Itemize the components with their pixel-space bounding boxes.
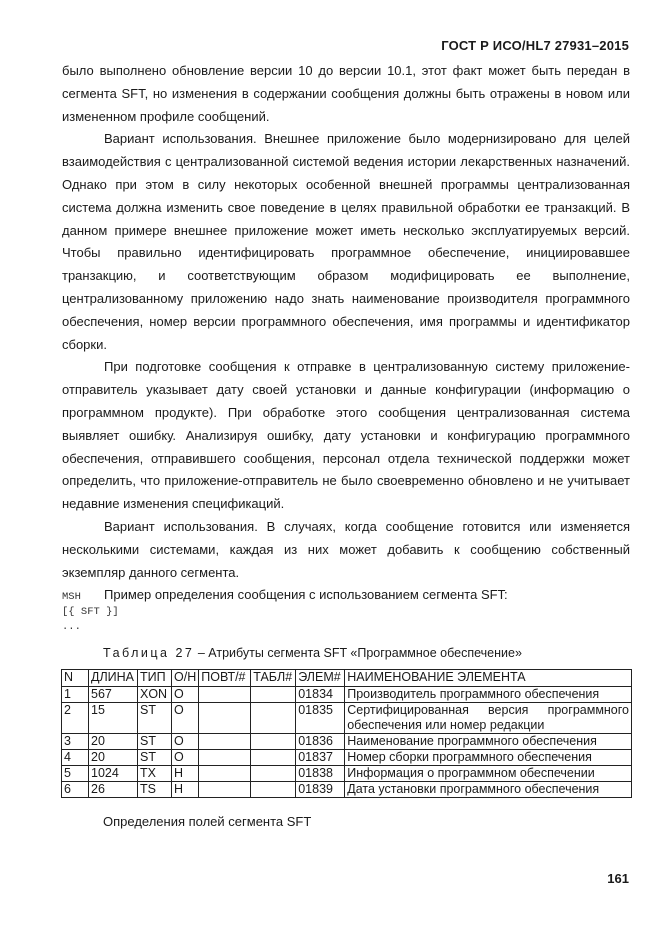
table-cell xyxy=(251,766,296,782)
table-cell xyxy=(199,782,251,798)
table-cell xyxy=(199,766,251,782)
table-cell: Информация о программном обеспечении xyxy=(345,766,632,782)
code-line: MSH xyxy=(62,591,81,603)
table-cell: 3 xyxy=(62,734,89,750)
paragraph-3: При подготовке сообщения к отправке в централизованную систему приложение-отправитель указывает дату своей установки и данные конфигурации (информацию о программном продукте). При обработке этого сообщения централизованная система выявляет ошибку. Анализируя ошибку, дату установки и конфигурацию программного обеспечения, отправившего сообщения, персонал отдела технической поддержки может определить, что приложение-отправитель не было своевременно обновлено и не учитывает недавние изменения спецификаций. xyxy=(62,359,630,512)
table-cell xyxy=(199,750,251,766)
table-cell: 26 xyxy=(89,782,138,798)
table-cell: Производитель программного обеспечения xyxy=(345,687,632,703)
table-cell: 4 xyxy=(62,750,89,766)
table-cell: 20 xyxy=(89,750,138,766)
table-cell: TS xyxy=(138,782,172,798)
table-row xyxy=(62,782,632,798)
table-cell: 20 xyxy=(89,734,138,750)
body-text xyxy=(62,60,630,607)
table-header-row xyxy=(62,670,632,687)
paragraph-4: Вариант использования. В случаях, когда сообщение готовится или изменяется несколькими системами, каждая из них может добавить к сообщению собственный экземпляр данного сегмента. xyxy=(62,518,630,580)
table-cell: 01835 xyxy=(296,703,345,734)
table-cell: 01838 xyxy=(296,766,345,782)
document-header: ГОСТ Р ИСО/HL7 27931–2015 xyxy=(441,38,629,53)
table-cell: 15 xyxy=(89,703,138,734)
table-cell xyxy=(199,734,251,750)
table-cell: 01836 xyxy=(296,734,345,750)
code-line: ... xyxy=(62,621,81,633)
table-cell xyxy=(251,750,296,766)
column-header: ЭЛЕМ# xyxy=(296,670,345,687)
table-caption-text: – Атрибуты сегмента SFT «Программное обеспечение» xyxy=(194,646,522,660)
column-header: ТАБЛ# xyxy=(251,670,296,687)
table-cell: 01839 xyxy=(296,782,345,798)
table-cell: ST xyxy=(138,734,172,750)
column-header: О/Н xyxy=(172,670,199,687)
page-number: 161 xyxy=(607,871,629,886)
table-cell: O xyxy=(172,750,199,766)
table-caption-label: Таблица 27 xyxy=(103,646,195,660)
column-header: НАИМЕНОВАНИЕ ЭЛЕМЕНТА xyxy=(345,670,632,687)
paragraph-2: Вариант использования. Внешнее приложение было модернизировано для целей взаимодействия с централизованной системой ведения истории лекарственных назначений. Однако при этом в силу некоторых особенной внешней программы централизованная система должна изменить свое поведение в целях правильной обработки ее транзакций. В данном примере внешнее приложение может иметь несколько эксплуатируемых версий. Чтобы правильно идентифицировать программное обеспечение, инициировавшее транзакцию, и соответствующим образом модифицировать ее выполнение, централизованному приложению надо знать наименование производителя программного обеспечения, номер версии программного обеспечения, имя программы и идентификатор сборки. xyxy=(62,131,630,352)
table-cell: TX xyxy=(138,766,172,782)
table-cell: Сертифицированная версия программного обеспечения или номер редакции xyxy=(345,703,632,734)
paragraph-5: Пример определения сообщения с использованием сегмента SFT: xyxy=(104,587,508,603)
table-caption xyxy=(103,646,522,660)
table-cell: ST xyxy=(138,703,172,734)
table-cell: O xyxy=(172,734,199,750)
table-row xyxy=(62,750,632,766)
table-cell xyxy=(199,687,251,703)
table-cell: ST xyxy=(138,750,172,766)
table-row xyxy=(62,687,632,703)
table-cell: 1024 xyxy=(89,766,138,782)
column-header: ТИП xyxy=(138,670,172,687)
table-cell: 567 xyxy=(89,687,138,703)
table-cell: 01837 xyxy=(296,750,345,766)
table-cell xyxy=(251,703,296,734)
table-cell: Наименование программного обеспечения xyxy=(345,734,632,750)
table-row xyxy=(62,766,632,782)
table-cell: XON xyxy=(138,687,172,703)
paragraph-1: было выполнено обновление версии 10 до версии 10.1, этот факт может быть передан в сегмента SFT, но изменения в содержании сообщения должны быть отражены в новом или измененном профиле сообщений. xyxy=(62,63,630,124)
code-line: [{ SFT }] xyxy=(62,606,119,618)
table-cell: O xyxy=(172,703,199,734)
message-definition-code xyxy=(62,590,119,635)
table-cell: 2 xyxy=(62,703,89,734)
table-cell: 1 xyxy=(62,687,89,703)
field-definitions-heading: Определения полей сегмента SFT xyxy=(103,814,312,829)
table-cell: 5 xyxy=(62,766,89,782)
table-cell xyxy=(251,734,296,750)
table-cell: 01834 xyxy=(296,687,345,703)
table-cell: Номер сборки программного обеспечения xyxy=(345,750,632,766)
table-cell xyxy=(199,703,251,734)
table-row xyxy=(62,703,632,734)
column-header: N xyxy=(62,670,89,687)
table-cell: Н xyxy=(172,782,199,798)
table-cell: 6 xyxy=(62,782,89,798)
table-cell: Н xyxy=(172,766,199,782)
table-cell xyxy=(251,782,296,798)
table-cell: Дата установки программного обеспечения xyxy=(345,782,632,798)
column-header: ДЛИНА xyxy=(89,670,138,687)
column-header: ПОВТ/# xyxy=(199,670,251,687)
table-cell xyxy=(251,687,296,703)
table-row xyxy=(62,734,632,750)
table-cell: O xyxy=(172,687,199,703)
sft-attributes-table xyxy=(61,669,632,798)
